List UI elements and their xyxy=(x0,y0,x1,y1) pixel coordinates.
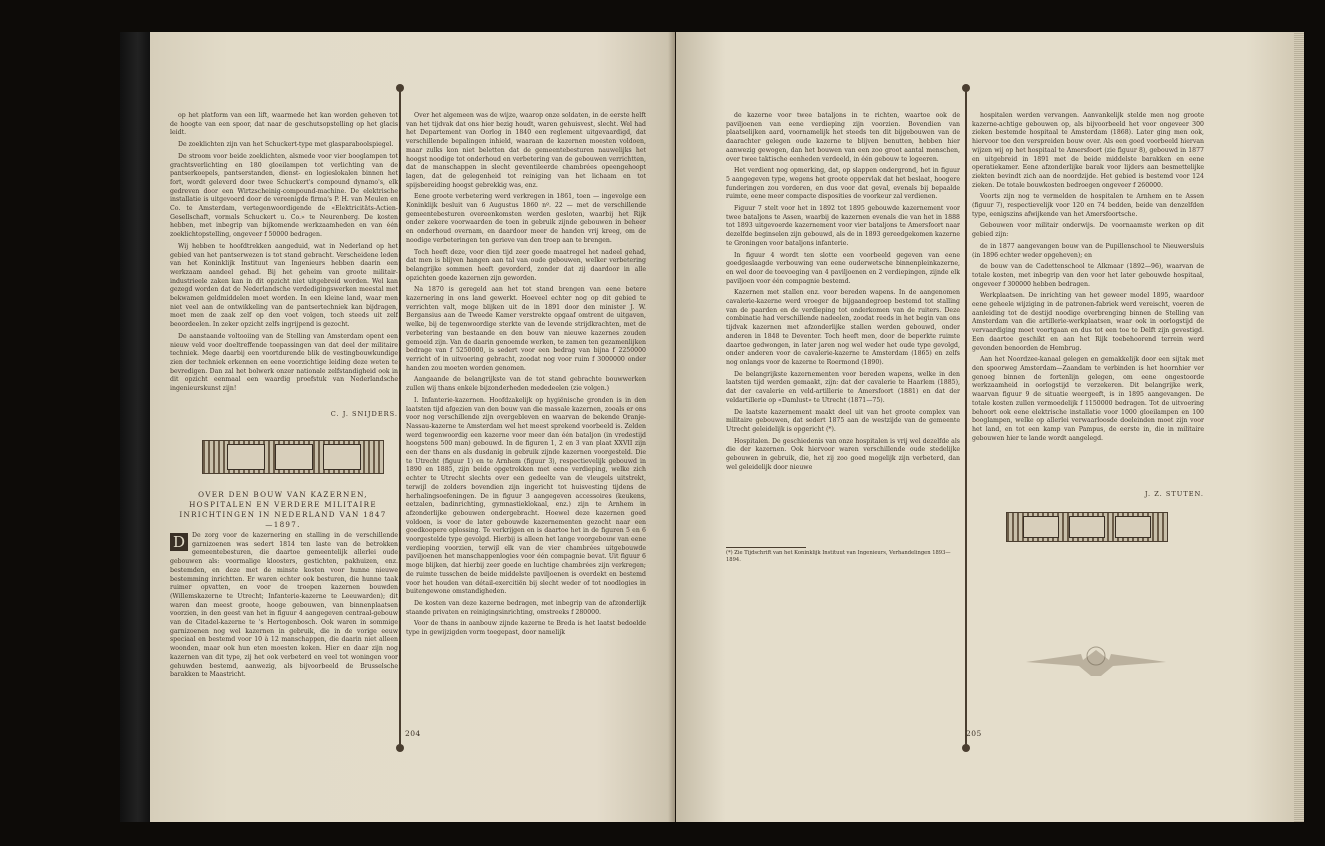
body-paragraph: Werkplaatsen. De inrichting van het geweer model 1895, waardoor eene geheele wijziging in de patronen-fabriek werd vereischt, voeren de aanleiding tot de destijd noodige overbrenging binnen de Stelling van Amsterdam van die artillerie-werkplaatsen, waar ook in oorlogstijd de vervaardiging moet voortgaan en dus tot een toe te Delft zijn gevestigd. Een daartoe geschikt en aan het Rijk toebehoorend terrein werd gevonden benoorden de Hembrug. xyxy=(972,292,1204,352)
right-page-signature-holder xyxy=(972,490,1204,502)
body-paragraph: Voorts zijn nog te vermelden de hospitalen te Arnhem en te Assen (figuur 7), respectievelijk voor 120 en 74 bedden, beide van denzelfden type, eenigszins afwijkende van het Amersfoortsche. xyxy=(972,193,1204,218)
divider-bottom-knob xyxy=(962,744,970,752)
body-paragraph: de kazerne voor twee bataljons in te richten, waartoe ook de paviljoenen van eene verdieping zijn voorzien. Bovendien van plaatselijken aard, voornamelijk het steeds ten dit bijgebouwen van de daarachter gelegen oude kazerne te blijven benutten, hebben hier aanwezig gewogen, dan het bouwen van een zoo groot aantal menschen, over twee taktische eenheden verdeeld, in één gebouw te logeeren. xyxy=(726,112,960,163)
right-page-column-1 xyxy=(726,112,960,542)
body-paragraph: Gebouwen voor militair onderwijs. De voornaamste werken op dit gebied zijn: xyxy=(972,222,1204,239)
footnote-rule xyxy=(726,547,806,548)
left-article-signature: C. J. SNIJDERS. xyxy=(330,410,398,418)
divider-bottom-knob xyxy=(396,744,404,752)
article-intro-paragraph: De zorg voor de kazernering en stalling in de verschillende garnizoenen was sedert 1814 ten laste van de betrokken gemeentebesturen, die daartoe gemeentelijk allerlei oude gebouwen als: voormalige kloosters, gestichten, pakhuizen, enz. bestemden, en deze met de minste kosten voor hunne nieuwe bestemming inrichtten. Er waren echter ook besturen, die hunne taak ruimer opvatten, en voor de troepen kazernen bouwden (Willemskazerne te Utrecht; Infanterie-kazerne te Leeuwarden); dit waren dan meest groote, hooge gebouwen, van binnenplaatsen voorzien, in den geest van het in figuur 4 aangegeven centraal-gebouw van de Citadel-kazerne te 's Hertogenbosch. Ook waren in sommige garnizoenen nog wel kazernen in gebruik, die in de vorige eeuw speciaal en bestemd voor 10 à 12 manschappen, die daarin niet alleen woonden, maar ook hun eten moesten koken. Hier en daar zijn nog kazernen van dit type, zij het ook verbeterd en veel tot woningen voor gehuwden bestemd, aanwezig, als bijvoorbeeld de Brusselsche barakken te Maastricht. xyxy=(170,532,398,679)
left-page xyxy=(150,32,675,822)
page-edge-stack xyxy=(1294,32,1304,822)
body-paragraph: Aan het Noordzee-kanaal gelegen en gemakkelijk door een sijtak met den spoorweg Amsterdam—Zaandam te verbinden is het hoornhier ver genoeg binnen de fortenlijn gelegen, om eene ongestoorde werkzaamheid in oorlogstijd te verzekeren. Dit belangrijke werk, waarvan figuur 9 de situatie weergeeft, is in 1895 aangevangen. De totale kosten zullen vermoedelijk f 1150000 bedragen. Tot de uitvoering behoort ook eene elektrische installatie voor 1000 gloeilampen en 100 booglampen, welke op allerlei verwaarloosde doeleinden moet zijn voor het land, en tot een kamp van Pampus, de eerste in, die in militaire gebouwen hier te lande wordt aangelegd. xyxy=(972,356,1204,442)
divider-top-knob xyxy=(396,84,404,92)
body-paragraph: Hospitalen. De geschiedenis van onze hospitalen is vrij wel dezelfde als die der kazernen. Ook hiervoor waren verschillende oude stedelijke gebouwen in gebruik, die, het zij zoo goed mogelijk zijn verbeterd, dan wel geleidelijk door nieuwe xyxy=(726,437,960,471)
eagle-tailpiece-emblem xyxy=(1021,632,1171,682)
body-paragraph: Kazernen met stallen enz. voor bereden wapens. In de aangenomen cavalerie-kazerne werd vroeger de bijgaandegroep bestemd tot stalling van de paarden en de verdieping tot onderkomen van de ruiters. Deze combinatie had verschillende nadeelen, zoodat reeds in het begin van ons tijdvak kazernen met afzonderlijke stallen werden gebouwd, onder anderen in 1848 te Deventer. Toch heeft men, door de beperkte ruimte daartoe gedwongen, in later jaren nog wel weder het oude type gevolgd, onder anderen voor de cavalerie-kazerne te Amsterdam (1865) en zelfs nog onlangs voor de kazerne te Roermond (1890). xyxy=(726,289,960,366)
body-paragraph: op het platform van een lift, waarmede het kan worden geheven tot de hoogte van een spoor, dat naar de geschutsopstelling op het glacis leidt. xyxy=(170,112,398,137)
body-paragraph: Eene groote verbetering werd verkregen in 1861, toen — ingevolge een Koninklijk besluit van 6 Augustus 1860 nº. 22 — met de verschillende gemeentebesturen overeenkomsten werden gesloten, waarbij het Rijk onder zekere voorwaarden de toen in gebruik zijnde gebouwen in beheer en onderhoud overnam, en daardoor meer de handen vrij kreeg, om de noodige verbeteringen ten gerieve van den troep aan te brengen. xyxy=(406,193,646,244)
banner-panel xyxy=(323,444,361,470)
open-book xyxy=(120,32,1300,822)
body-paragraph: Na 1870 is geregeld aan het tot stand brengen van eene betere kazernering in ons land gewerkt. Hoeveel echter nog op dit gebied te verrichten valt, moge blijken uit de in 1891 door den minister J. W. Bergansius aan de Tweede Kamer verstrekte opgaaf omtrent de uitgaven, welke, bij de tegenwoordige sterkte van de levende strijdkrachten, met de verbetering van bestaande en den bouw van nieuwe kazernes zouden gemoeid zijn. Van de daarin genoemde werken, te zamen ten gezamenlijken bedrage van f 5250000, is sedert voor een bedrag van bijna f 2250000 verricht of in uitvoering gebracht, zoodat nog voor ruim f 3000000 onder handen zou moeten worden genomen. xyxy=(406,286,646,372)
body-paragraph: de bouw van de Cadettenschool te Alkmaar (1892—96), waarvan de totale kosten, met inbegrip van den voor het later gebouwde hospitaal, ongeveer f 300000 hebben bedragen. xyxy=(972,263,1204,288)
body-paragraph: De stroom voor beide zoeklichten, alsmede voor vier booglampen tot grachtsverlichting en 180 gloeilampen tot verlichting van de pantserkoepels, pantserstanden, dienst- en logieslokalen binnen het fort, wordt geleverd door twee Schuckert's compound dynamo's, elk gedreven door een Wirtzscheinig-compound-machine. De elektrische installatie is uitgevoerd door de vereenigde firma's P. H. van Meulen en Co. te Amsterdam, vertegenwoordigende de «Elektricitäts-Actien-Gesellschaft, vormals Schuckert u. Co.» te Neurenberg. De kosten hebben, met inbegrip van bijkomende werkzaamheden en van één zoeklichtopstelling, ongeveer f 50000 bedragen. xyxy=(170,152,398,239)
body-paragraph: De aanstaande voltooiing van de Stelling van Amsterdam opent een nieuw veld voor doeltreffende toepassingen van dat deel der militaire techniek. Mege daarbij een voortdurende blik de vestingbouwkundige zien der techniek erkennen en eene voorzichtige leiding deze weten te bevredigen. Dan zal het bolwerk onzer nationale zelfstandigheid ook in dit opzicht eenmaal een waardig proefstuk van Nederlandsche ingenieurskunst zijn! xyxy=(170,332,398,393)
left-page-signature-holder xyxy=(170,410,398,422)
banner-panel xyxy=(1023,516,1059,538)
left-page-column-1-continued xyxy=(170,532,398,744)
banner-panel xyxy=(1069,516,1105,538)
body-paragraph: hospitalen werden vervangen. Aanvankelijk stelde men nog groote kazerne-achtige gebouwen op, als bijvoorbeeld het voor ongeveer 300 zieken bestemde hospitaal te Amsterdam (1868). Later ging men ook, hiervoor toe den verspreiden bouw over. Als een goed voorbeeld hiervan wijzen wij op het hospitaal te Amersfoort (zie figuur 8), gebouwd in 1877 en uitgebreid in 1891 met de beide middelste barakken en eene operatiekamer. Eene afzonderlijke barak voor lijders aan besmettelijke ziekten bevindt zich aan de noordzijde. Het gebied is bestemd voor 124 zieken. De totale bouwkosten bedroegen ongeveer f 260000. xyxy=(972,112,1204,189)
page-number-left: 204 xyxy=(405,729,421,738)
body-paragraph: Voor de thans in aanbouw zijnde kazerne te Breda is het laatst bedoelde type in gewijzigden vorm toegepast, door namelijk xyxy=(406,620,646,637)
body-paragraph: Figuur 7 stelt voor het in 1892 tot 1895 gebouwde kazernement voor twee bataljons te Assen, waarbij de kazernen evenals die van het in 1888 tot 1893 uitgevoerde kazernement voor vier bataljons te Amersfoort naar dezelfde beginselen zijn gebouwd, als de in 1893 gereedgekomen kazerne te Groningen voor bataljons infanterie. xyxy=(726,205,960,247)
decorative-banner-ornament xyxy=(202,440,384,474)
body-paragraph: Wij hebben te hoofdtrekken aangeduid, wat in Nederland op het gebied van het pantserwezen is tot stand gebracht. Verscheidene leden van het Koninklijk Instituut van Ingenieurs hebben daarin een werkzaam aandeel gehad. Bij het geheim van groote militair-industrieele zaken kan in dit opzicht niet uitgebreid worden. Wel kan gezegd worden dat de Nederlandsche verdedigingswerken meestal met bekwamen geldmiddelen moet worden. In een kleine land, waar men niet veel aan de ontwikkeling van de pantsertechniek kan bijdragen, moet men de zaak zelf op den voet volgen, toch steeds uit zelf beoordeelen. In zeker opzicht zelfs ingrijpend is gezocht. xyxy=(170,242,398,329)
footnote: (*) Zie Tijdschrift van het Koninklijk Instituut van Ingenieurs, Verhandelingen 1893—1894. xyxy=(726,550,951,563)
body-paragraph: Over het algemeen was de wijze, waarop onze soldaten, in de eerste helft van het tijdvak dat ons hier bezig houdt, waren gehuisvest, slecht. Wel had het Departement van Oorlog in 1840 een reglement uitgevaardigd, dat verschillende bepalingen inhield, waaraan de kazernen moesten voldoen, maar zulks kon niet beletten dat de gemeentebesturen nauwelijks het hoogst noodige tot onderhoud en verbetering van de gebouwen verrichtten, dat de manschappen in slecht geventileerde chambrées opeengehoopt lagen, dat de gelegenheid tot reiniging van het lichaam en tot spijsbereiding hoogst gebrekkig was, enz. xyxy=(406,112,646,189)
body-paragraph: Aangaande de belangrijkste van de tot stand gebrachte bouwwerken zullen wij thans enkele bijzonderheden mededeelen (zie volgen.) xyxy=(406,376,646,393)
divider-top-knob xyxy=(962,84,970,92)
page-number-right: 205 xyxy=(966,729,982,738)
body-paragraph: de in 1877 aangevangen bouw van de Pupillenschool te Nieuwersluis (in 1896 echter weder opgeheven); en xyxy=(972,242,1204,259)
banner-panel xyxy=(1115,516,1151,538)
banner-panel xyxy=(227,444,265,470)
banner-panel xyxy=(275,444,313,470)
body-paragraph: De kosten van deze kazerne bedragen, met inbegrip van de afzonderlijk staande privaten en reinigingsinrichting, omstreeks f 280000. xyxy=(406,599,646,616)
right-page xyxy=(676,32,1296,822)
body-paragraph: Het verdient nog opmerking, dat, op slappen ondergrond, het in figuur 5 aangegeven type, wegens het groote oppervlak dat het beslaat, hoogere funderingen zou vorderen, en dus voor dat geval, evenals bij bepaalde ruimte, eene meer compacte disposities de voorkeur zal verdienen. xyxy=(726,167,960,201)
column-divider xyxy=(965,88,967,748)
body-paragraph: De zoeklichten zijn van het Schuckert-type met glasparaboolspiegel. xyxy=(178,141,394,149)
body-paragraph: De belangrijkste kazernementen voor bereden wapens, welke in den laatsten tijd werden gemaakt, zijn: dat der cavalerie te Haarlem (1885), dat der cavalerie en veld-artillerie te Amersfoort (1881) en dat der veldartillerie op «Damlust» te Utrecht (1871—75). xyxy=(726,370,960,404)
right-page-column-2 xyxy=(972,112,1204,484)
decorative-banner-ornament xyxy=(1006,512,1168,542)
drop-cap-letter: D xyxy=(170,533,188,551)
left-page-column-1 xyxy=(170,112,398,412)
body-paragraph: I. Infanterie-kazernen. Hoofdzakelijk op hygiënische gronden is in den laatsten tijd afgezien van den bouw van die massale kazernen, zooals er ons voor nog verschillende zijn overgebleven en waarvan de bekende Oranje-Nassau-kazerne te Amsterdam wel het meest sprekend voorbeeld is. Zelden werd tegenwoordig een kazerne voor meer dan één bataljon (in vredestijd hoogstens 500 man) gebouwd. In de figuren 1, 2 en 3 van plaat XXVII zijn een der thans en als dusdanig in gebruik zijnde kazernen voorgesteld. Die te Utrecht (figuur 1) en te Arnhem (figuur 3), respectievelijk gebouwd in 1890 en 1885, zijn beide opgetrokken met eene verdieping, welke zich echter te Utrecht slechts over een gedeelte van de vleugels uitstrekt, terwijl de zolders bovendien zijn ingericht tot huisvesting tijdens de herhalingsoefeningen. De in figuur 3 aangegeven accessoires (keukens, eetzalen, badinrichting, gymnastieklokaal, enz.) zijn te Arnhem in afzonderlijke gebouwen ondergebracht. Hoewel deze kazernen goed voldoen, is voor de later gebouwde kazernementen gezocht naar een goedkoopere oplossing. Te verkrijgen en is daartoe het in de figuren 5 en 6 voorgestelde type gevolgd. Hierbij is alleen het lange voorgebouw van eene verdieping voorzien, terwijl elk van de vier chambrées uitgebouwde paviljoenen het manschappenlogies voor één compagnie bevat. Uit figuur 6 moge blijken, dat hierbij zeer goede en luchtige chambrées zijn verkregen; de ruimte tusschen de beide middelste paviljoenen is overdekt en bestemd voor het houden van détail-exercitiën bij slecht weder of tot noodlogies in buitengewone omstandigheden. xyxy=(406,396,646,596)
column-divider xyxy=(399,88,401,748)
article-title: OVER DEN BOUW VAN KAZERNEN, HOSPITALEN EN VERDERE MILITAIRE INRICHTINGEN IN NEDERLAND VAN 1847—1897. xyxy=(179,490,387,529)
left-page-column-2 xyxy=(406,112,646,752)
body-paragraph: De laatste kazernement maakt deel uit van het groote complex van militaire gebouwen, dat sedert 1875 aan de westzijde van de gemeente Utrecht geleidelijk is opgericht (*). xyxy=(726,408,960,433)
body-paragraph: In figuur 4 wordt ten slotte een voorbeeld gegeven van eene goedgeslaagde verbouwing van eene ouderwetsche binnenpleinkazerne, en wel door de toevoeging van 4 paviljoenen en 2 verdiepingen, zijnde elk paviljoen voor één compagnie bestemd. xyxy=(726,251,960,285)
book-spine xyxy=(120,32,150,822)
body-paragraph: Toch heeft deze, voor dien tijd zeer goede maatregel het nadeel gehad, dat men is blijven hangen aan tal van oude gebouwen, welker verbetering belangrijke sommen heeft gevorderd, zonder dat zij daardoor in alle opzichten goede kazernen zijn geworden. xyxy=(406,248,646,282)
right-article-signature: J. Z. STUTEN. xyxy=(1144,490,1204,498)
